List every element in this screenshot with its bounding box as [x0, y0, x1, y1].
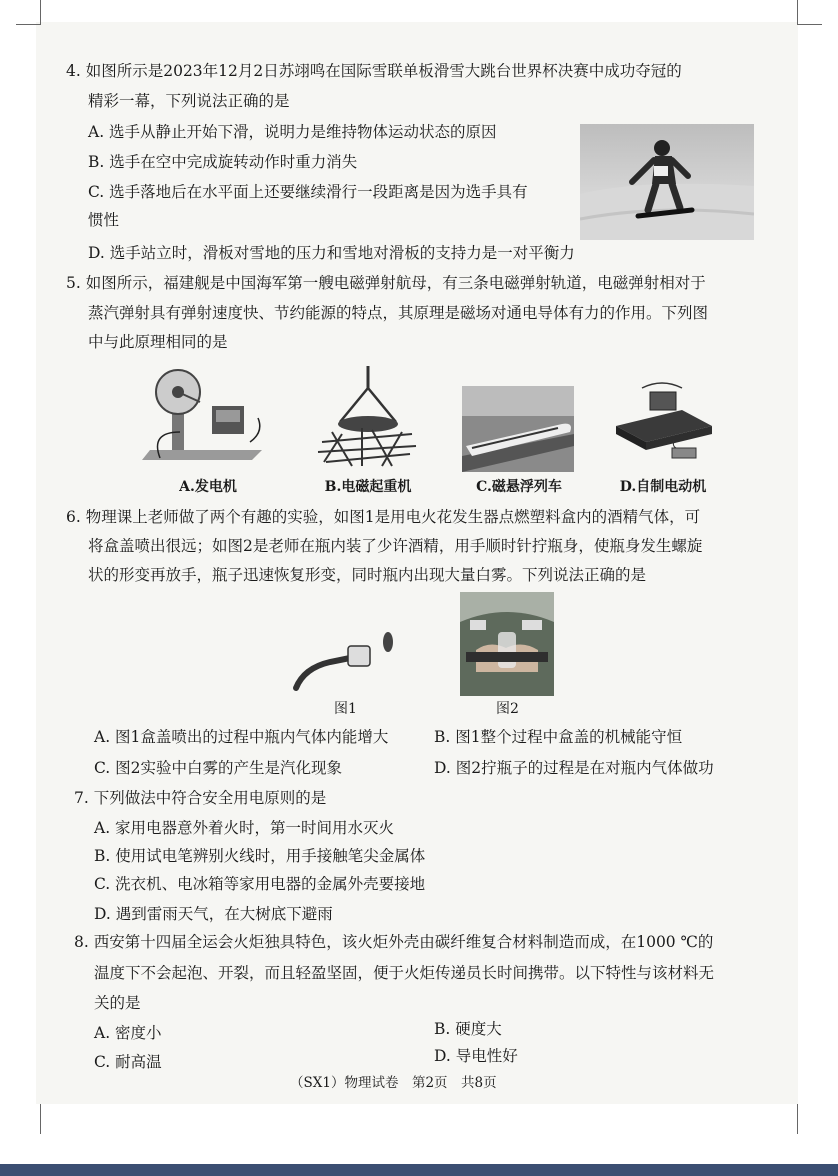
q8-stem-line3: 关的是 [94, 994, 141, 1012]
generator-image [140, 362, 270, 470]
q5-option-d: D.自制电动机 [619, 479, 707, 495]
q7-option-c: C. 洗衣机、电冰箱等家用电器的金属外壳要接地 [94, 875, 426, 893]
q7-option-a: A. 家用电器意外着火时，第一时间用水灭火 [94, 819, 395, 837]
q8-stem-line1: 8. 西安第十四届全运会火炬独具特色，该火炬外壳由碳纤维复合材料制造而成，在1000 ℃的 [74, 933, 714, 951]
spark-generator-figure [290, 628, 402, 694]
q7-stem: 7. 下列做法中符合安全用电原则的是 [74, 789, 327, 807]
fig2-label: 图2 [496, 701, 519, 717]
q8-option-a: A. 密度小 [94, 1024, 162, 1042]
crop-mark-bottom-right [797, 1104, 822, 1134]
q8-option-d: D. 导电性好 [434, 1047, 518, 1065]
q4-option-b: B. 选手在空中完成旋转动作时重力消失 [88, 153, 358, 171]
q6-stem-line3: 状的形变再放手，瓶子迅速恢复形变，同时瓶内出现大量白雾。下列说法正确的是 [88, 566, 647, 584]
q8-stem-line2: 温度下不会起泡、开裂，而且轻盈坚固，便于火炬传递员长时间携带。以下特性与该材料无 [94, 964, 715, 982]
q6-stem-line2: 将盒盖喷出很远；如图2是老师在瓶内装了少许酒精，用手顺时针拧瓶身，使瓶身发生螺旋 [88, 537, 703, 555]
q4-option-c-line1: C. 选手落地后在水平面上还要继续滑行一段距离是因为选手具有 [88, 183, 528, 201]
bottle-twist-photo [460, 592, 554, 696]
q6-option-d: D. 图2拧瓶子的过程是在对瓶内气体做功 [434, 759, 714, 777]
homemade-motor-image [612, 378, 716, 474]
q8-option-b: B. 硬度大 [434, 1020, 502, 1038]
snowboarder-photo [580, 124, 754, 240]
q6-stem-line1: 6. 物理课上老师做了两个有趣的实验，如图1是用电火花发生器点燃塑料盒内的酒精气体，可 [66, 508, 701, 526]
q5-stem-line3: 中与此原理相同的是 [88, 333, 228, 351]
maglev-train-image [462, 386, 574, 472]
q7-option-d: D. 遇到雷雨天气，在大树底下避雨 [94, 905, 333, 923]
q5-option-a: A.发电机 [179, 479, 237, 495]
q6-option-c: C. 图2实验中白雾的产生是汽化现象 [94, 759, 343, 777]
page-footer: （SX1）物理试卷 第2页 共8页 [290, 1075, 497, 1091]
q4-stem-line2: 精彩一幕，下列说法正确的是 [88, 92, 290, 110]
q5-stem-line1: 5. 如图所示，福建舰是中国海军第一艘电磁弹射航母，有三条电磁弹射轨道，电磁弹射相对于 [66, 274, 706, 292]
q6-option-b: B. 图1整个过程中盒盖的机械能守恒 [434, 728, 683, 746]
q4-option-d: D. 选手站立时，滑板对雪地的压力和雪地对滑板的支持力是一对平衡力 [88, 244, 575, 262]
crop-mark-top-right [797, 0, 822, 25]
bottom-bar [0, 1164, 838, 1176]
crop-mark-bottom-left [16, 1104, 41, 1134]
crop-mark-top-left [16, 0, 41, 25]
q5-option-b: B.电磁起重机 [324, 479, 412, 495]
q6-option-a: A. 图1盒盖喷出的过程中瓶内气体内能增大 [94, 728, 389, 746]
q8-option-c: C. 耐高温 [94, 1053, 162, 1071]
q7-option-b: B. 使用试电笔辨别火线时，用手接触笔尖金属体 [94, 847, 426, 865]
q4-option-c-line2: 惯性 [88, 211, 120, 229]
q4-option-a: A. 选手从静止开始下滑，说明力是维持物体运动状态的原因 [88, 123, 497, 141]
q5-stem-line2: 蒸汽弹射具有弹射速度快、节约能源的特点，其原理是磁场对通电导体有力的作用。下列图 [88, 304, 709, 322]
q5-option-c: C.磁悬浮列车 [476, 479, 562, 495]
electromagnetic-crane-image [312, 362, 424, 470]
q4-stem-line1: 4. 如图所示是2023年12月2日苏翊鸣在国际雪联单板滑雪大跳台世界杯决赛中成功夺冠的 [66, 62, 682, 80]
fig1-label: 图1 [334, 701, 357, 717]
